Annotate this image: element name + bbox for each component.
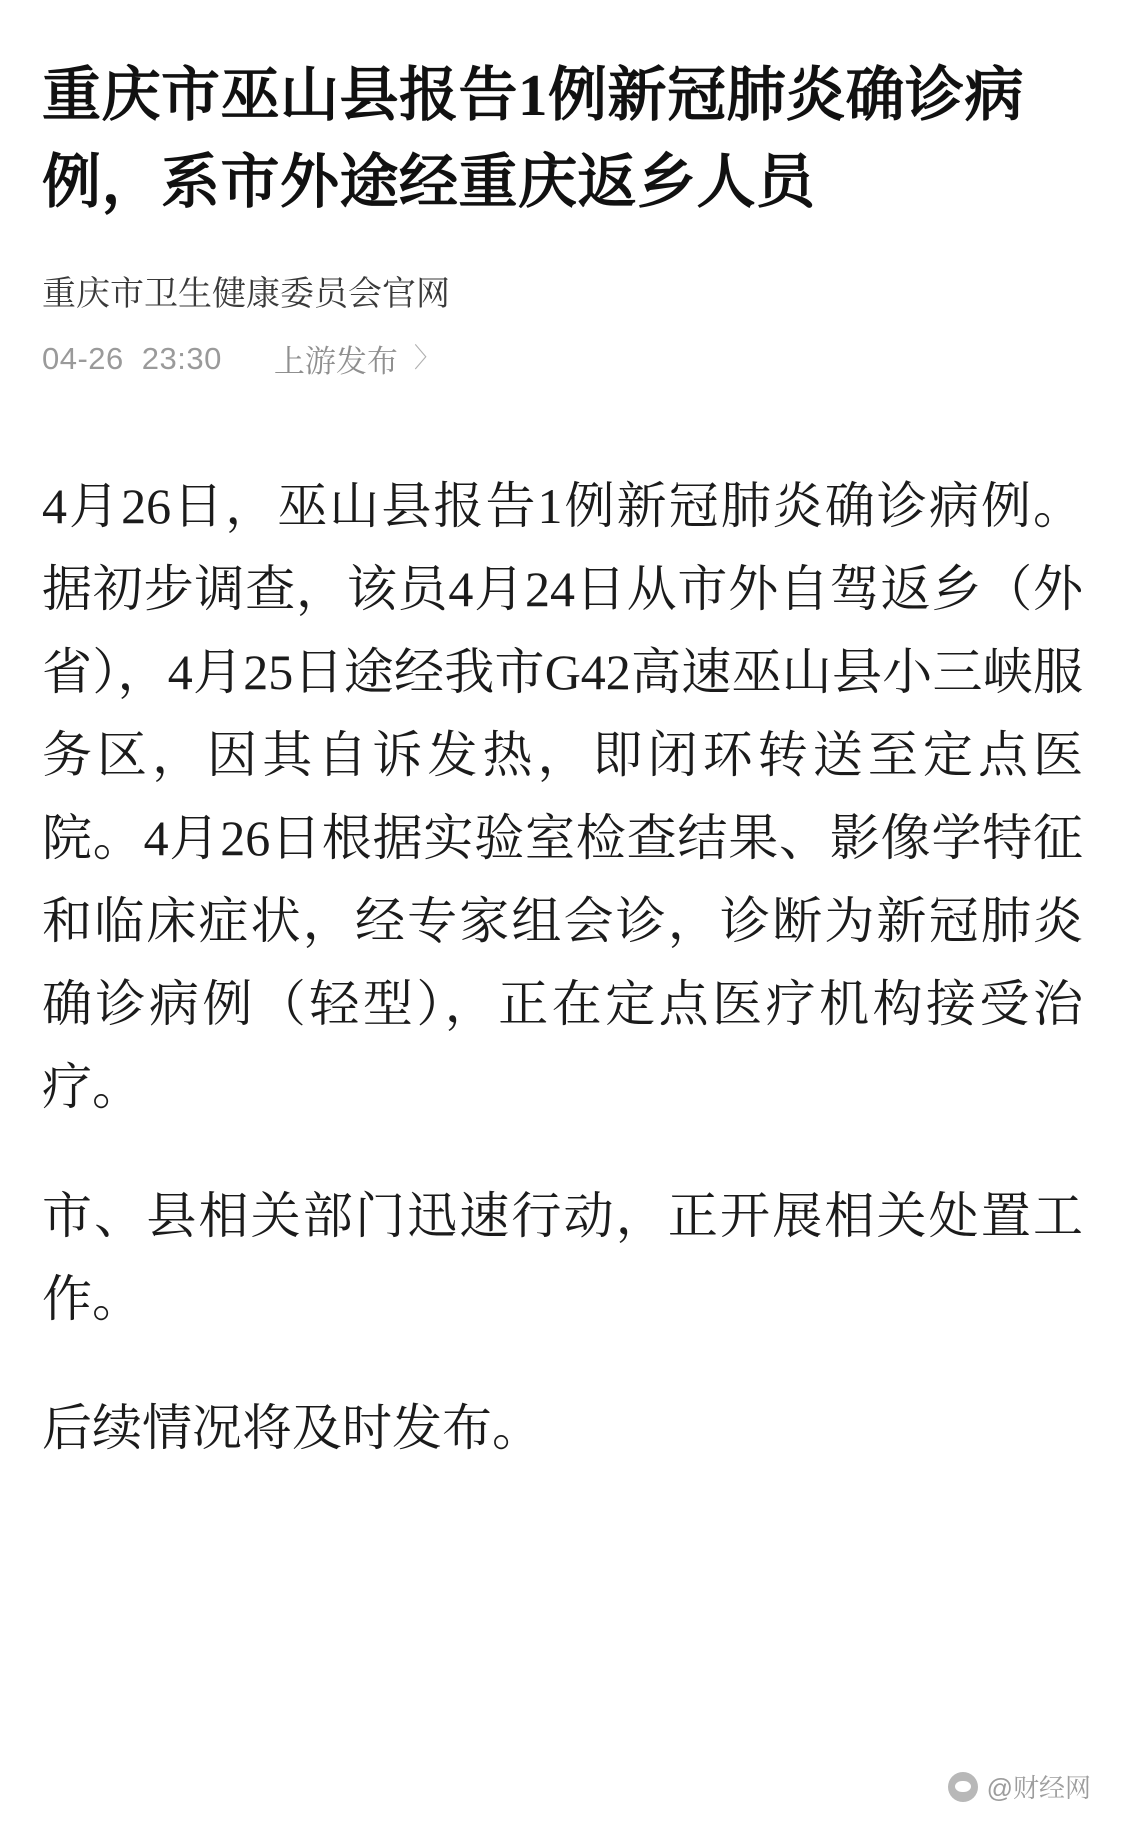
weibo-icon — [948, 1772, 978, 1802]
article-source: 重庆市卫生健康委员会官网 — [42, 274, 450, 313]
watermark-label: @财经网 — [986, 1773, 1091, 1803]
publisher-link[interactable]: 上游发布 — [273, 344, 398, 380]
article-meta — [42, 336, 1083, 381]
article-paragraph-1: 4月26日，巫山县报告1例新冠肺炎确诊病例。据初步调查，该员4月24日从市外自驾返乡（外省），4月25日途经我市G42高速巫山县小三峡服务区，因其自诉发热，即闭环转送至定点医院。4月26日根据实验室检查结果、影像学特征和临床症状，经专家组会诊，诊断为新冠肺炎确诊病例（轻型），正在定点医疗机构接受治疗。 — [42, 478, 1083, 1116]
article-paragraph-3: 后续情况将及时发布。 — [42, 1400, 542, 1457]
chevron-right-icon[interactable]: 〉 — [413, 343, 441, 374]
publish-time: 23:30 — [141, 340, 222, 376]
article-paragraph-2: 市、县相关部门迅速行动，正开展相关处置工作。 — [42, 1188, 1083, 1328]
watermark — [948, 1768, 1091, 1805]
publish-date: 04-26 — [42, 340, 124, 376]
page-title: 重庆市巫山县报告1例新冠肺炎确诊病例，系市外途经重庆返乡人员 — [42, 62, 1025, 216]
